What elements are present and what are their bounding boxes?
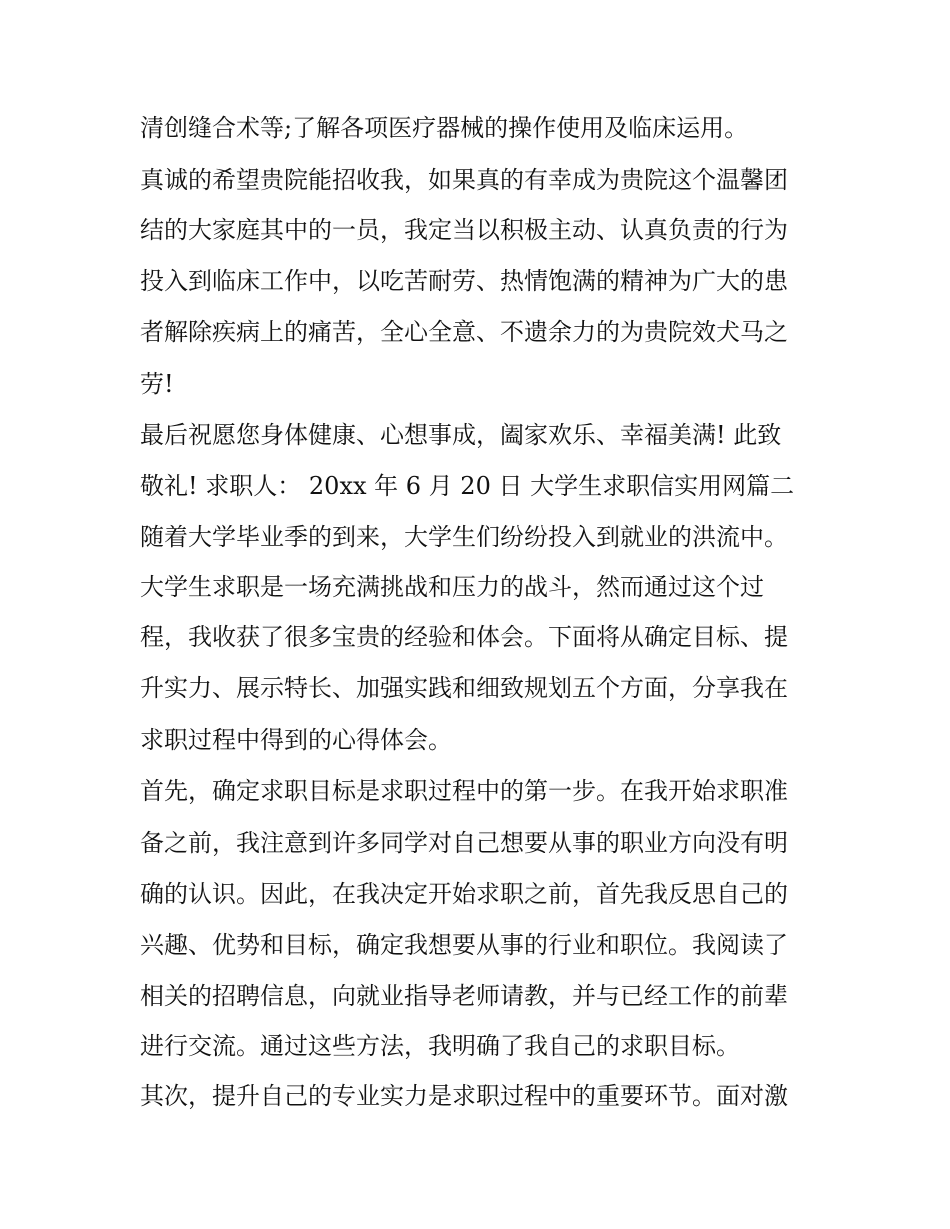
text-line: 备之前，我注意到许多同学对自己想要从事的职业方向没有明 [140, 829, 788, 857]
text-line: 敬礼! 求职人： 20xx 年 6 月 20 日 大学生求职信实用网篇二 [140, 472, 795, 500]
text-line: 真诚的希望贵院能招收我，如果真的有幸成为贵院这个温馨团 [140, 166, 788, 194]
text-line: 相关的招聘信息，向就业指导老师请教，并与已经工作的前辈 [140, 982, 788, 1010]
text-line: 兴趣、优势和目标，确定我想要从事的行业和职位。我阅读了 [140, 931, 788, 959]
text-line: 清创缝合术等;了解各项医疗器械的操作使用及临床运用。 [140, 114, 749, 142]
text-line: 劳! [140, 370, 174, 398]
text-line: 随着大学毕业季的到来，大学生们纷纷投入到就业的洪流中。 [140, 523, 788, 551]
text-line: 升实力、展示特长、加强实践和细致规划五个方面，分享我在 [140, 674, 788, 702]
text-line: 程，我收获了很多宝贵的经验和体会。下面将从确定目标、提 [140, 623, 788, 651]
text-line: 确的认识。因此，在我决定开始求职之前，首先我反思自己的 [140, 880, 788, 908]
text-line: 首先，确定求职目标是求职过程中的第一步。在我开始求职准 [140, 777, 788, 805]
text-line: 进行交流。通过这些方法，我明确了我自己的求职目标。 [140, 1032, 740, 1060]
text-line: 投入到临床工作中，以吃苦耐劳、热情饱满的精神为广大的患 [140, 267, 788, 295]
text-line: 求职过程中得到的心得体会。 [140, 726, 452, 754]
text-line: 者解除疾病上的痛苦，全心全意、不遗余力的为贵院效犬马之 [140, 318, 788, 346]
text-line: 结的大家庭其中的一员，我定当以积极主动、认真负责的行为 [140, 216, 788, 244]
text-line: 最后祝愿您身体健康、心想事成，阖家欢乐、幸福美满! 此致 [140, 421, 782, 449]
text-line: 其次，提升自己的专业实力是求职过程中的重要环节。面对激 [140, 1082, 788, 1110]
text-line: 大学生求职是一场充满挑战和压力的战斗，然而通过这个过 [140, 573, 764, 601]
